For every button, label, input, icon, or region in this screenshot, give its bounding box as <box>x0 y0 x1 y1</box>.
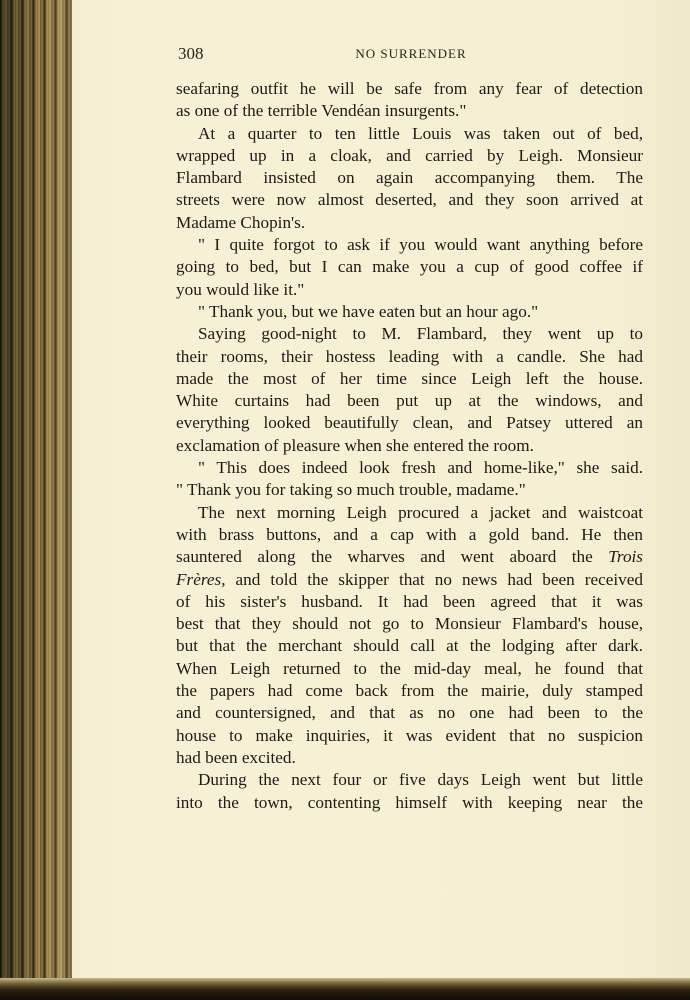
text-line: exclamation of pleasure when she entered the room. <box>176 435 534 455</box>
text-line: Saying good-night to M. Flambard, they went up to <box>198 324 643 344</box>
text-line: had been excited. <box>176 747 296 767</box>
text-line: made the most of her time since Leigh left the house. <box>176 368 643 388</box>
text-line: At a quarter to ten little Louis was taken out of bed, <box>198 123 643 143</box>
page-number: 308 <box>178 44 204 63</box>
text-line: going to bed, but I can make you a cup of good coffee if <box>176 257 643 277</box>
text-line: the papers had come back from the mairie, duly stamped <box>176 681 643 701</box>
text-line: everything looked beautifully clean, and Patsey uttered an <box>176 413 643 433</box>
text-line: Madame Chopin's. <box>176 212 306 232</box>
text-line: " Thank you, but we have eaten but an hour ago." <box>198 301 539 321</box>
text-line: " I quite forgot to ask if you would want anything before <box>198 235 643 255</box>
text-line: When Leigh returned to the mid-day meal, he found that <box>176 658 643 678</box>
text-line: but that the merchant should call at the lodging after dark. <box>176 636 643 656</box>
text-line: streets were now almost deserted, and they soon arrived at <box>176 190 643 210</box>
body-text <box>176 78 643 814</box>
text-line: " Thank you for taking so much trouble, madame." <box>176 480 526 500</box>
text-line: Flambard insisted on again accompanying them. The <box>176 168 643 188</box>
page-header <box>178 44 644 68</box>
text-line: " This does indeed look fresh and home-like," she said. <box>198 458 643 478</box>
text-line: house to make inquiries, it was evident that no suspicion <box>176 725 643 745</box>
text-line: with brass buttons, and a cap with a gold band. He then <box>176 524 643 544</box>
text-line: wrapped up in a cloak, and carried by Leigh. Monsieur <box>176 145 643 165</box>
text-line: sauntered along the wharves and went aboard the Trois <box>176 547 643 567</box>
text-line: best that they should not go to Monsieur Flambard's house, <box>176 614 643 634</box>
text-line: of his sister's husband. It had been agreed that it was <box>176 591 643 611</box>
page-bottom-edge <box>0 978 690 1000</box>
running-head: NO SURRENDER <box>355 46 467 61</box>
text-line: and countersigned, and that as no one had been to the <box>176 703 643 723</box>
text-line: During the next four or five days Leigh went but little <box>198 770 643 790</box>
spine-shadow <box>0 0 72 1000</box>
text-line: White curtains had been put up at the windows, and <box>176 391 643 411</box>
text-line: you would like it." <box>176 279 305 299</box>
text-line: seafaring outfit he will be safe from any fear of detection <box>176 79 643 98</box>
text-line: their rooms, their hostess leading with a candle. She had <box>176 346 643 366</box>
text-line: into the town, contenting himself with keeping near the <box>176 792 643 812</box>
text-line: as one of the terrible Vendéan insurgents." <box>176 101 467 121</box>
text-line: Frères, and told the skipper that no news had been received <box>176 569 643 589</box>
text-line: The next morning Leigh procured a jacket and waistcoat <box>198 502 643 522</box>
